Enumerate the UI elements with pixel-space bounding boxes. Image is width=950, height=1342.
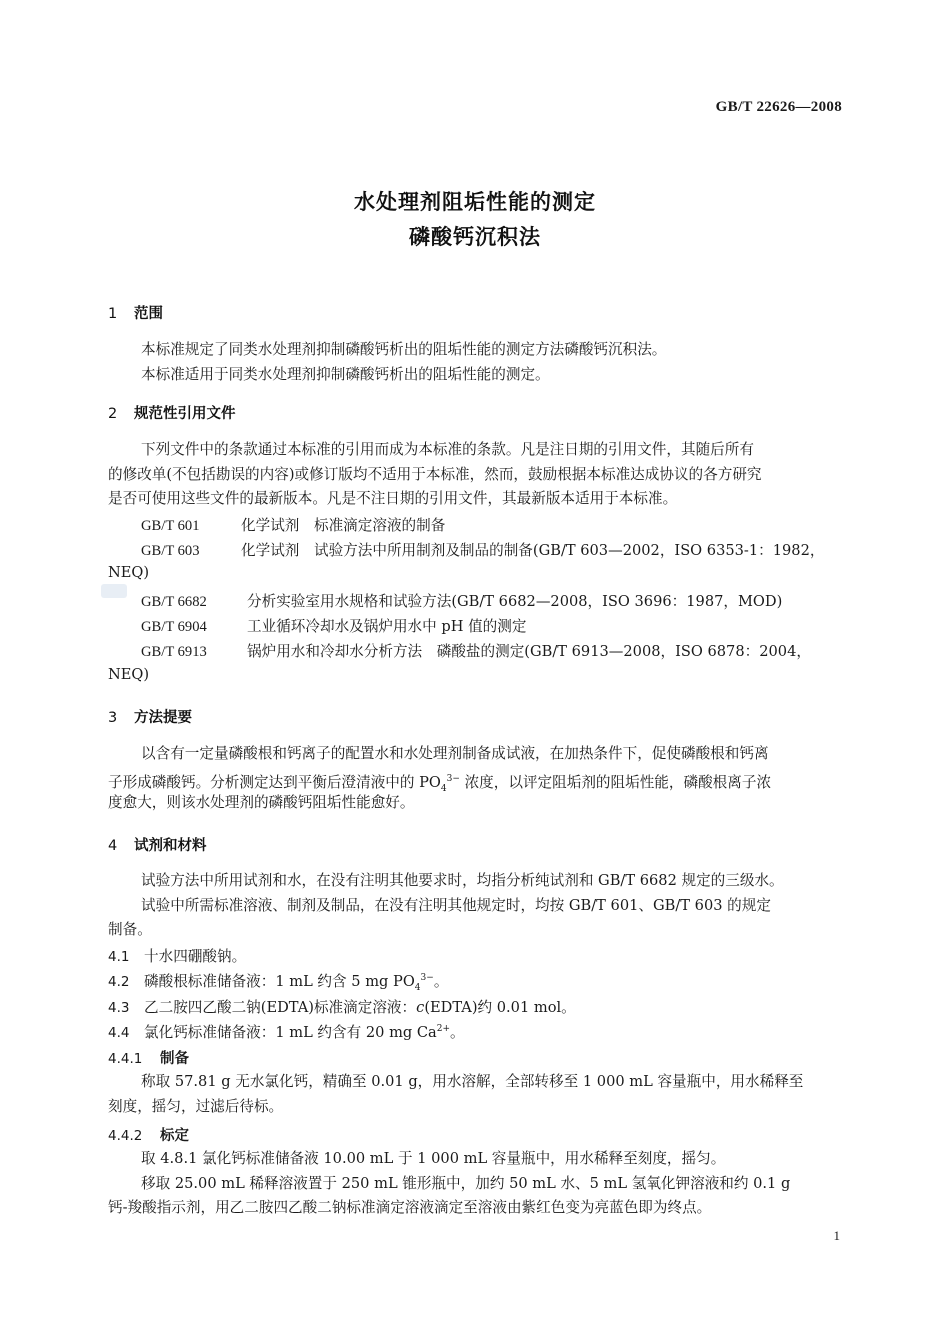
reference-title: 化学试剂 标准滴定溶液的制备 [241,517,446,534]
clause-text: 十水四硼酸钠。 [144,948,247,965]
clause-text: 乙二胺四乙酸二钠(EDTA)标准滴定溶液： [144,999,417,1016]
paragraph-line [108,767,843,792]
subscript: 4 [440,783,447,794]
clause-4-3 [108,996,576,1017]
document-subtitle: 磷酸钙沉积法 [409,225,541,249]
paragraph-line: 刻度，摇匀，过滤后待标。 [108,1097,284,1115]
paragraph-line: 是否可使用这些文件的最新版本。凡是不注日期的引用文件，其最新版本适用于本标准。 [108,490,678,507]
reference-title: 工业循环冷却水及锅炉用水中 pH 值的测定 [247,618,527,635]
clause-text: 氯化钙标准储备液：1 mL 约含有 20 mg Ca [144,1024,437,1041]
section-title: 试剂和材料 [134,838,207,854]
standard-code: GB/T 22626—2008 [715,99,842,115]
paragraph-line: 试验方法中所用试剂和水，在没有注明其他要求时，均指分析纯试剂和 GB/T 6682 规定的三级水。 [141,872,784,889]
paragraph-line: 制备。 [108,921,152,938]
clause-number: 4.4.2 [108,1128,143,1144]
clause-number: 4.4 [108,1025,130,1041]
section-number: 3 [108,710,118,726]
watermark-logo [101,584,127,598]
reference-title: 锅炉用水和冷却水分析方法 磷酸盐的测定(GB/T 6913—2008，ISO 6878：2004， [247,643,811,660]
page-number: 1 [833,1228,840,1243]
section-number: 2 [108,406,118,422]
section-2-heading [108,402,236,423]
section-number: 1 [108,306,118,322]
paragraph-line: 以含有一定量磷酸根和钙离子的配置水和水处理剂制备成试液，在加热条件下，促使磷酸根和钙离 [141,745,769,762]
paragraph: 本标准规定了同类水处理剂抑制磷酸钙析出的阻垢性能的测定方法磷酸钙沉积法。 [141,341,667,358]
superscript: 3− [420,973,434,984]
clause-4-4-1-heading [108,1047,189,1068]
clause-4-1 [108,945,246,966]
reference-item [141,590,782,611]
italic-symbol: c [416,999,425,1016]
clause-text: (EDTA)约 0.01 mol。 [424,999,576,1016]
section-title: 方法提要 [134,710,192,726]
clause-number: 4.3 [108,1000,130,1016]
clause-text: 。 [450,1024,465,1041]
reference-title: 分析实验室用水规格和试验方法(GB/T 6682—2008，ISO 3696：1987，MOD) [247,593,783,610]
reference-item [141,615,526,636]
clause-4-2 [108,970,448,993]
superscript: 3− [446,773,460,784]
paragraph-line: 下列文件中的条款通过本标准的引用而成为本标准的条款。凡是注日期的引用文件，其随后所有 [141,441,754,458]
subscript: 4 [414,982,421,993]
clause-text: 磷酸根标准储备液：1 mL 约含 5 mg PO [144,973,415,990]
document-title: 水处理剂阻垢性能的测定 [354,190,596,214]
section-title: 范围 [134,306,163,322]
section-3-heading [108,706,192,727]
section-3-body [108,742,843,816]
reference-item [141,640,811,661]
text-run: 子形成磷酸钙。分析测定达到平衡后澄清液中的 PO [108,773,441,791]
reference-continuation: NEQ) [108,666,150,683]
section-number: 4 [108,838,118,854]
clause-4-4-2-heading [108,1124,189,1145]
section-4-body [108,869,843,943]
section-2-intro [108,438,843,512]
paragraph-line: 的修改单(不包括勘误的内容)或修订版均不适用于本标准，然而，鼓励根据本标准达成协议的各方研究 [108,465,762,483]
reference-code: GB/T 6913 [141,644,207,660]
paragraph: 本标准适用于同类水处理剂抑制磷酸钙析出的阻垢性能的测定。 [141,365,550,383]
reference-continuation: NEQ) [108,564,150,581]
paragraph-line: 度愈大，则该水处理剂的磷酸钙阻垢性能愈好。 [108,794,415,811]
clause-text: 。 [433,973,449,990]
clause-4-4-2-body [108,1147,843,1221]
paragraph-line: 移取 25.00 mL 稀释溶液置于 250 mL 锥形瓶中，加约 50 mL 水、5 mL 氢氧化钾溶液和约 0.1 g [141,1174,791,1192]
clause-number: 4.2 [108,974,130,990]
section-4-heading [108,834,207,855]
paragraph-line: 钙-羧酸指示剂，用乙二胺四乙酸二钠标准滴定溶液滴定至溶液由紫红色变为亮蓝色即为终点。 [108,1199,712,1216]
reference-code: GB/T 6904 [141,619,207,635]
reference-item [141,514,445,535]
section-1-body [108,338,843,387]
clause-4-4-1-body [108,1070,843,1119]
paragraph-line: 试验中所需标准溶液、制剂及制品，在没有注明其他规定时，均按 GB/T 601、GB/T 603 的规定 [141,896,771,914]
clause-number: 4.1 [108,949,130,965]
clause-title: 标定 [160,1128,189,1144]
clause-title: 制备 [160,1051,189,1067]
clause-4-4 [108,1021,465,1042]
text-run: 浓度，以评定阻垢剂的阻垢性能，磷酸根离子浓 [464,773,772,791]
reference-code: GB/T 601 [141,518,200,534]
paragraph-line: 称取 57.81 g 无水氯化钙，精确至 0.01 g，用水溶解，全部转移至 1 000 mL 容量瓶中，用水稀释至 [141,1073,804,1090]
clause-number: 4.4.1 [108,1051,143,1067]
paragraph-line: 取 4.8.1 氯化钙标准储备液 10.00 mL 于 1 000 mL 容量瓶中，用水稀释至刻度，摇匀。 [141,1150,726,1167]
reference-code: GB/T 603 [141,543,200,559]
superscript: 2+ [436,1024,451,1035]
reference-code: GB/T 6682 [141,594,207,610]
section-1-heading [108,302,163,323]
section-title: 规范性引用文件 [134,406,236,422]
reference-title: 化学试剂 试验方法中所用制剂及制品的制备(GB/T 603—2002，ISO 6353-1：1982， [241,542,825,559]
reference-item [141,539,824,560]
